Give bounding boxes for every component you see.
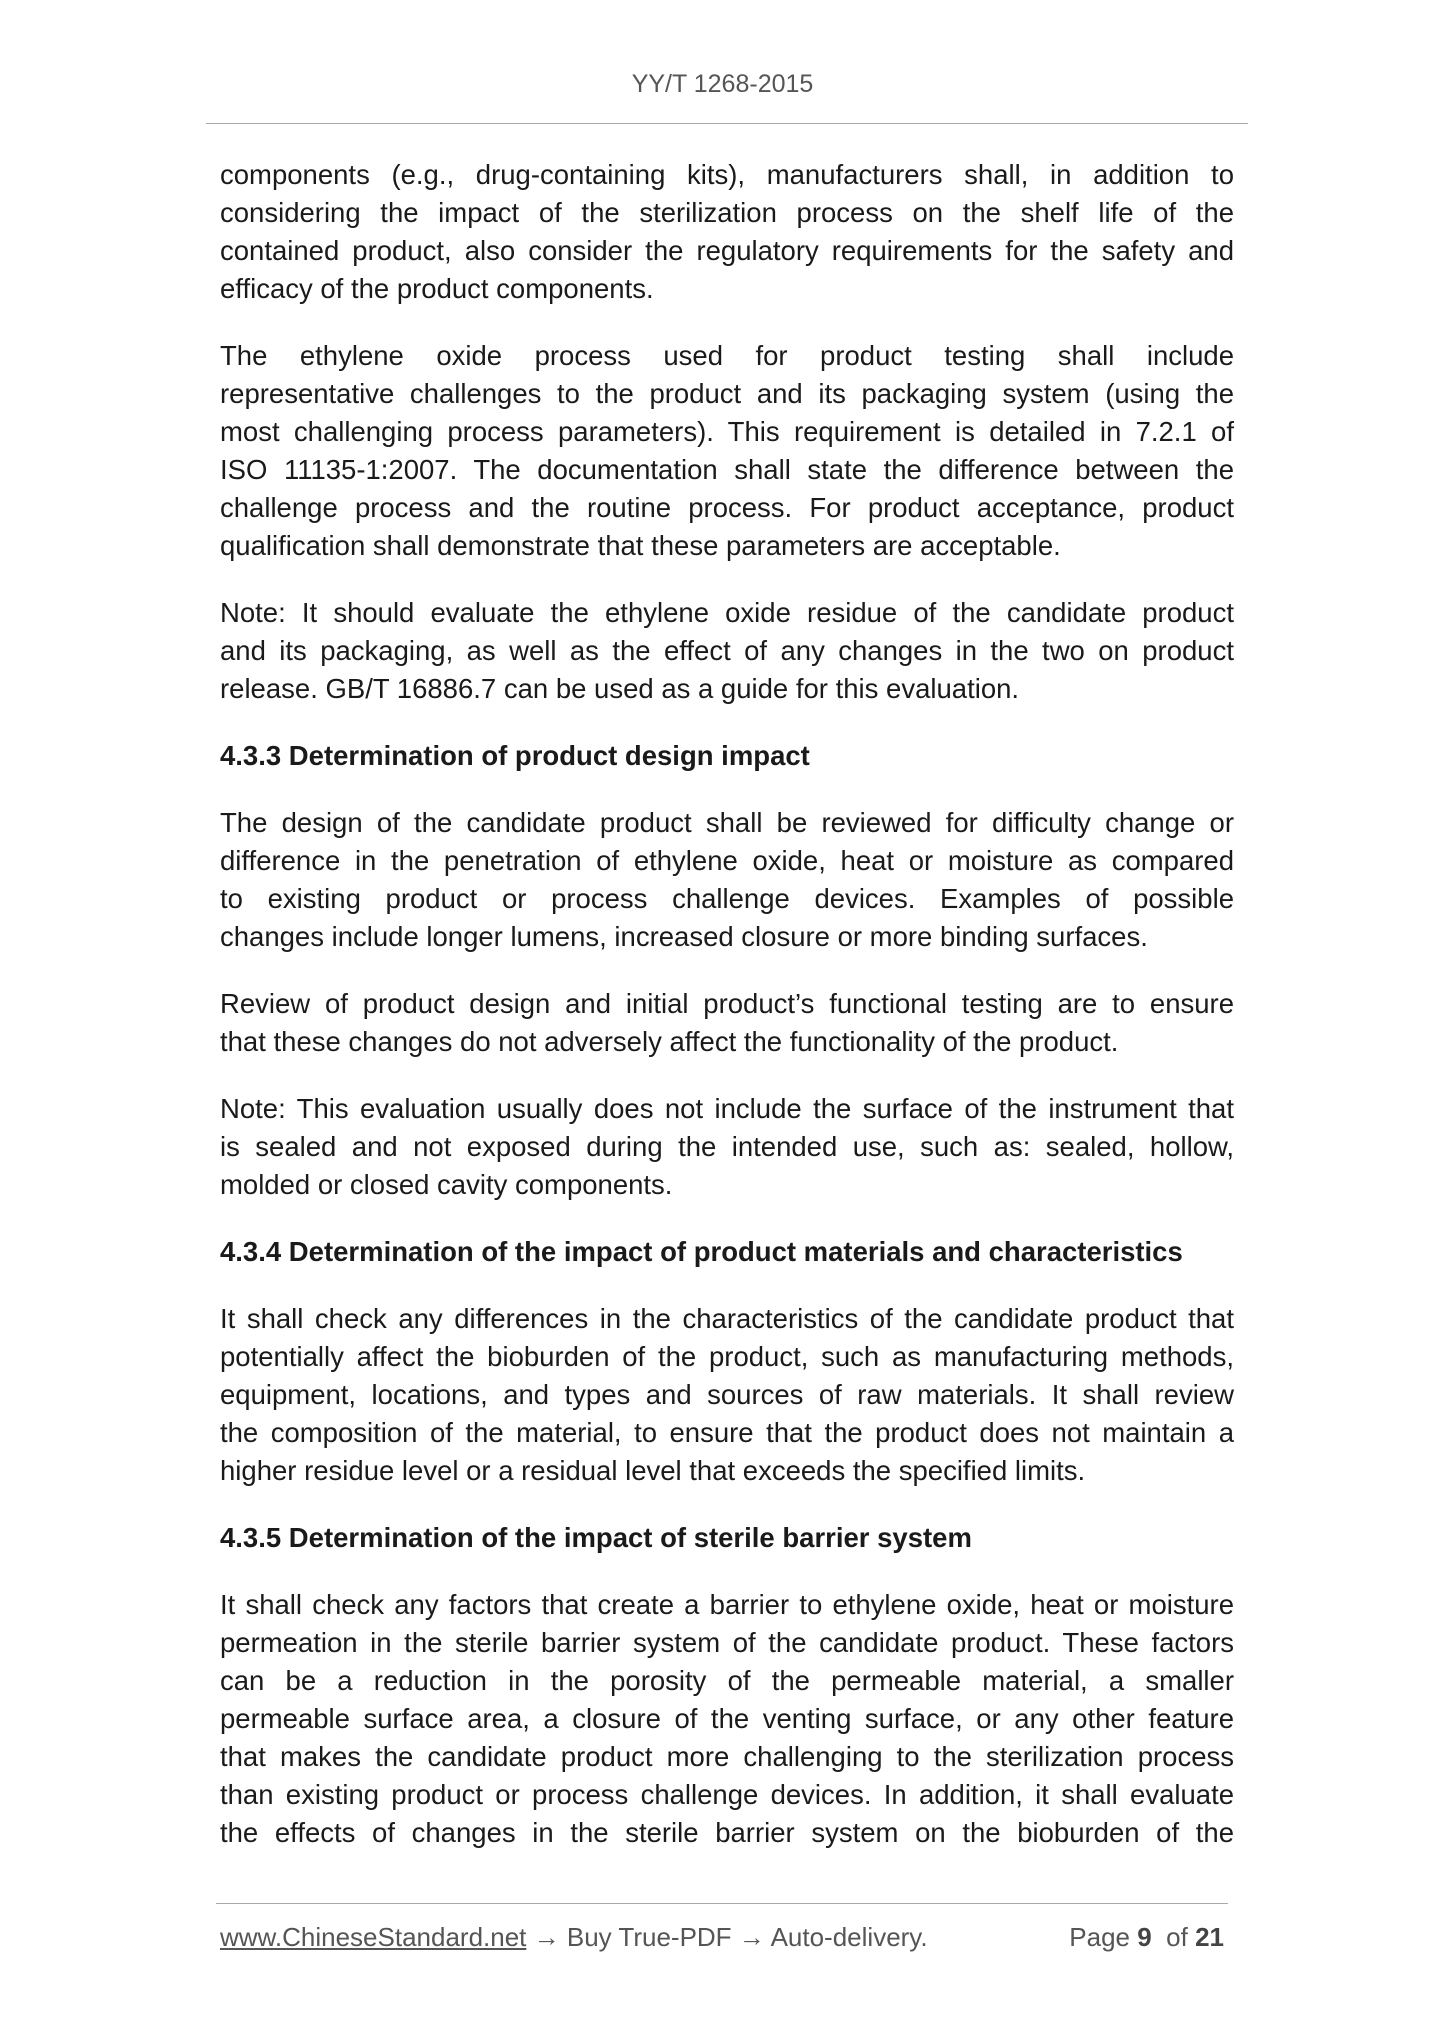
text-line: Note: It should evaluate the ethylene oxide residue of the candidate product xyxy=(220,597,1234,628)
text-line: to existing product or process challenge devices. Examples of possible xyxy=(220,883,1234,914)
text-line: can be a reduction in the porosity of the permeable material, a smaller xyxy=(220,1665,1234,1696)
paragraph xyxy=(220,594,1234,708)
text-line: ISO 11135-1:2007. The documentation shall state the difference between the xyxy=(220,454,1234,485)
text-line: It shall check any factors that create a barrier to ethylene oxide, heat or moisture xyxy=(220,1589,1234,1620)
header-divider xyxy=(206,123,1248,124)
paragraph xyxy=(220,1586,1234,1852)
document-body xyxy=(220,156,1234,1881)
paragraph xyxy=(220,985,1234,1061)
text-line: most challenging process parameters). This requirement is detailed in 7.2.1 of xyxy=(220,416,1234,447)
footer-promo xyxy=(220,1922,928,1953)
section-heading: 4.3.5 Determination of the impact of sterile barrier system xyxy=(220,1522,972,1553)
text-line: than existing product or process challenge devices. In addition, it shall evaluate xyxy=(220,1779,1234,1810)
text-line: is sealed and not exposed during the intended use, such as: sealed, hollow, xyxy=(220,1131,1234,1162)
text-line: The design of the candidate product shall be reviewed for difficulty change or xyxy=(220,807,1234,838)
text-line: higher residue level or a residual level that exceeds the specified limits. xyxy=(220,1455,1086,1486)
text-line: permeation in the sterile barrier system of the candidate product. These factors xyxy=(220,1627,1234,1658)
text-line: molded or closed cavity components. xyxy=(220,1169,673,1200)
text-line: The ethylene oxide process used for product testing shall include xyxy=(220,340,1234,371)
page-total: 21 xyxy=(1195,1922,1224,1952)
page-label: Page xyxy=(1069,1922,1130,1952)
paragraph xyxy=(220,337,1234,565)
text-line: qualification shall demonstrate that these parameters are acceptable. xyxy=(220,530,1061,561)
paragraph xyxy=(220,156,1234,308)
text-line: Note: This evaluation usually does not include the surface of the instrument that xyxy=(220,1093,1234,1124)
text-line: that these changes do not adversely affect the functionality of the product. xyxy=(220,1026,1119,1057)
text-line: permeable surface area, a closure of the venting surface, or any other feature xyxy=(220,1703,1234,1734)
page-indicator xyxy=(1069,1922,1224,1953)
paragraph xyxy=(220,1090,1234,1204)
text-line: contained product, also consider the regulatory requirements for the safety and xyxy=(220,235,1234,266)
text-line: changes include longer lumens, increased closure or more binding surfaces. xyxy=(220,921,1148,952)
text-line: It shall check any differences in the characteristics of the candidate product that xyxy=(220,1303,1234,1334)
text-line: the effects of changes in the sterile barrier system on the bioburden of the xyxy=(220,1817,1234,1848)
text-line: representative challenges to the product and its packaging system (using the xyxy=(220,378,1234,409)
section-heading: 4.3.3 Determination of product design impact xyxy=(220,740,810,771)
text-line: release. GB/T 16886.7 can be used as a guide for this evaluation. xyxy=(220,673,1020,704)
text-line: the composition of the material, to ensure that the product does not maintain a xyxy=(220,1417,1234,1448)
text-line: challenge process and the routine process. For product acceptance, product xyxy=(220,492,1234,523)
footer-divider xyxy=(216,1903,1228,1904)
text-line: efficacy of the product components. xyxy=(220,273,654,304)
section-heading: 4.3.4 Determination of the impact of product materials and characteristics xyxy=(220,1236,1183,1267)
document-id-header: YY/T 1268-2015 xyxy=(631,70,814,98)
of-label: of xyxy=(1166,1922,1188,1952)
text-line: and its packaging, as well as the effect of any changes in the two on product xyxy=(220,635,1234,666)
paragraph xyxy=(220,804,1234,956)
text-line: difference in the penetration of ethylene oxide, heat or moisture as compared xyxy=(220,845,1234,876)
text-line: equipment, locations, and types and sources of raw materials. It shall review xyxy=(220,1379,1234,1410)
paragraph xyxy=(220,1300,1234,1490)
footer-tagline: → Buy True-PDF → Auto-delivery. xyxy=(526,1922,928,1952)
website-link[interactable]: www.ChineseStandard.net xyxy=(220,1922,527,1952)
text-line: Review of product design and initial product’s functional testing are to ensure xyxy=(220,988,1234,1019)
page-footer xyxy=(220,1922,1224,1953)
text-line: that makes the candidate product more challenging to the sterilization process xyxy=(220,1741,1234,1772)
text-line: components (e.g., drug-containing kits), manufacturers shall, in addition to xyxy=(220,159,1234,190)
page-number: 9 xyxy=(1137,1922,1152,1952)
text-line: potentially affect the bioburden of the product, such as manufacturing methods, xyxy=(220,1341,1234,1372)
text-line: considering the impact of the sterilization process on the shelf life of the xyxy=(220,197,1234,228)
